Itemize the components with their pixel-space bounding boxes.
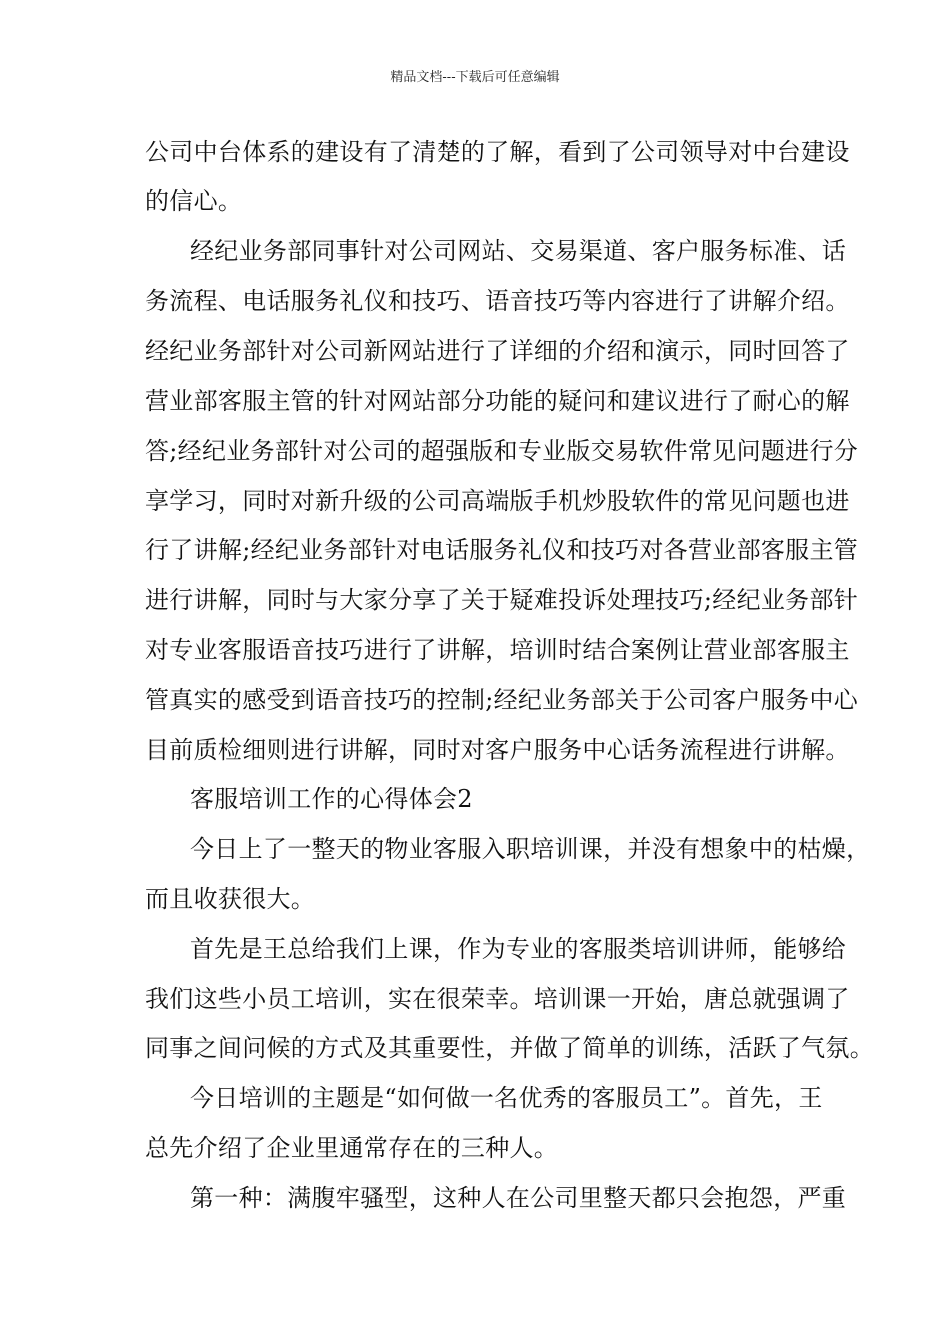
paragraph-first-line: 经纪业务部同事针对公司网站、交易渠道、客户服务标准、话 [190,237,847,265]
paragraph-first-line: 今日上了一整天的物业客服入职培训课，并没有想象中的枯燥， [190,835,871,863]
text-line: 进行讲解，同时与大家分享了关于疑难投诉处理技巧;经纪业务部针 [145,586,859,614]
text-line: 行了讲解;经纪业务部针对电话服务礼仪和技巧对各营业部客服主管 [145,536,859,564]
paragraph-first-line: 首先是王总给我们上课，作为专业的客服类培训讲师，能够给 [190,935,847,963]
text-line: 管真实的感受到语音技巧的控制;经纪业务部关于公司客户服务中心 [145,686,859,714]
text-line: 目前质检细则进行讲解，同时对客户服务中心话务流程进行讲解。 [145,736,850,764]
text-line: 对专业客服语音技巧进行了讲解，培训时结合案例让营业部客服主 [145,636,850,664]
section-heading: 客服培训工作的心得体会2 [190,785,473,813]
text-line: 同事之间问候的方式及其重要性，并做了简单的训练，活跃了气氛。 [145,1034,874,1062]
text-line: 我们这些小员工培训，实在很荣幸。培训课一开始，唐总就强调了 [145,985,850,1013]
text-line: 公司中台体系的建设有了清楚的了解，看到了公司领导对中台建设 [145,138,850,166]
page-header: 精品文档---下载后可任意编辑 [390,70,560,85]
text-line: 享学习，同时对新升级的公司高端版手机炒股软件的常见问题也进 [145,487,850,515]
text-line: 答;经纪业务部针对公司的超强版和专业版交易软件常见问题进行分 [145,437,859,465]
paragraph-first-line: 第一种：满腹牢骚型，这种人在公司里整天都只会抱怨，严重 [190,1184,847,1212]
text-line: 经纪业务部针对公司新网站进行了详细的介绍和演示，同时回答了 [145,337,850,365]
text-line: 的信心。 [145,187,243,215]
text-line: 务流程、电话服务礼仪和技巧、语音技巧等内容进行了讲解介绍。 [145,287,850,315]
text-line: 而且收获很大。 [145,885,316,913]
paragraph-first-line: 今日培训的主题是“如何做一名优秀的客服员工”。首先，王 [190,1084,823,1112]
text-line: 总先介绍了企业里通常存在的三种人。 [145,1134,559,1162]
text-line: 营业部客服主管的针对网站部分功能的疑问和建议进行了耐心的解 [145,387,850,415]
